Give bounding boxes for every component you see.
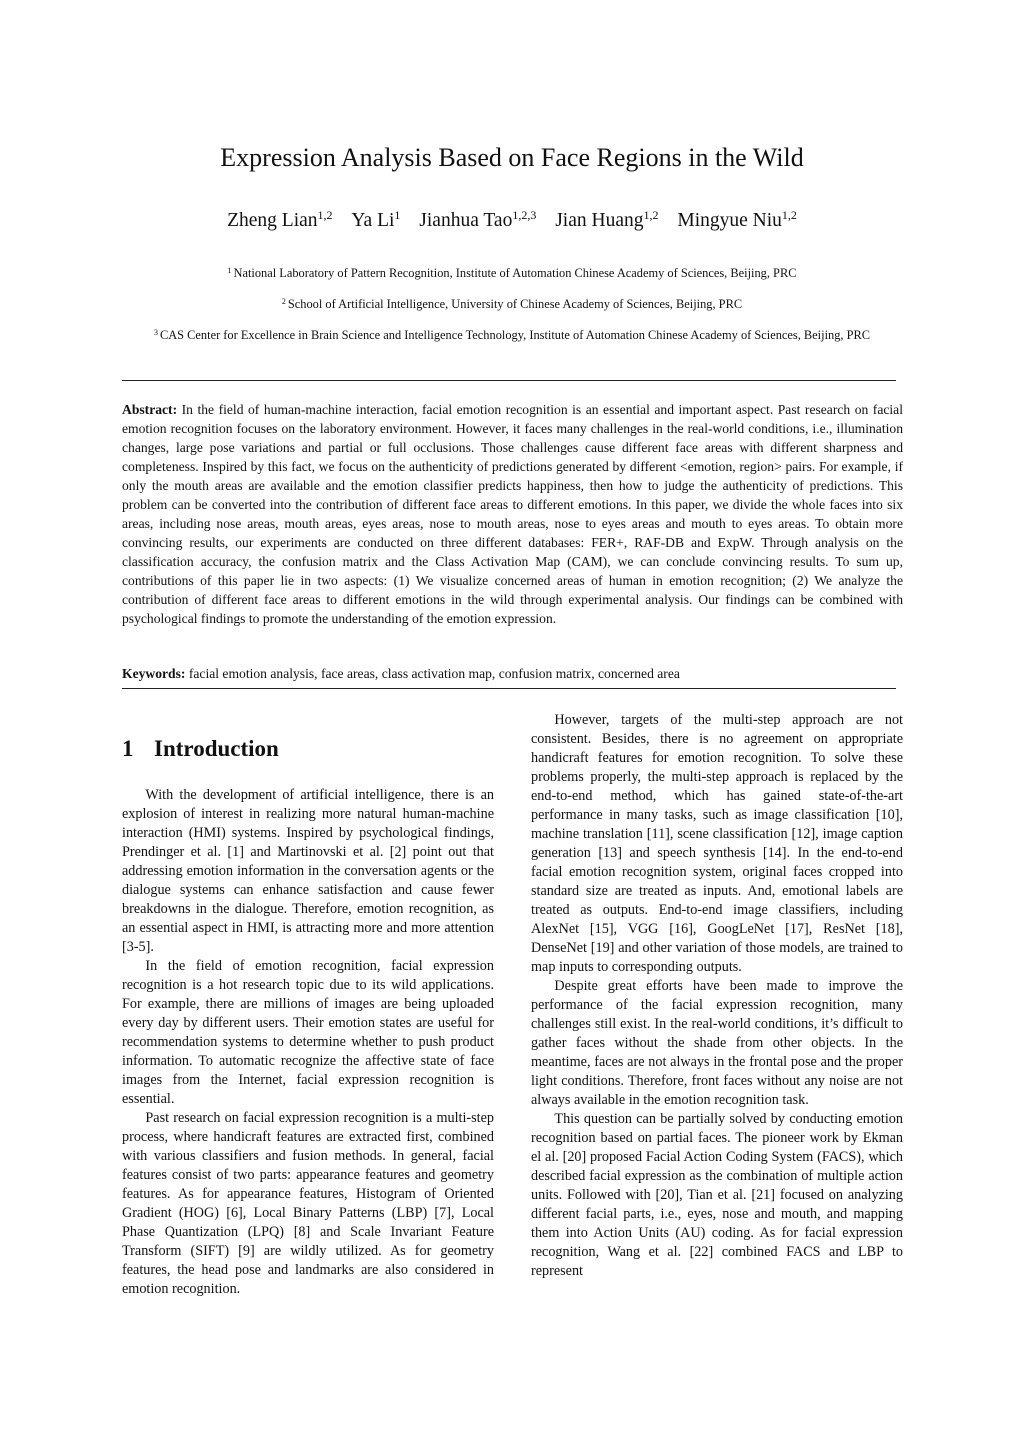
- paragraph: However, targets of the multi-step approach are not consistent. Besides, there is no agreement on appropriate handicraft features for emotion recognition. To solve these problems properly, the multi-step approach is replaced by the end-to-end method, which has gained state-of-the-art performance in many tasks, such as image classification [10], machine translation [11], scene classification [12], image caption generation [13] and speech synthesis [14]. In the end-to-end facial emotion recognition system, original faces cropped into standard size are treated as inputs. And, emotional labels are treated as outputs. End-to-end image classifiers, including AlexNet [15], VGG [16], GoogLeNet [17], ResNet [18], DenseNet [19] and other variation of those models, are trained to map inputs to corresponding outputs.: [531, 712, 903, 975]
- abstract-label: Abstract:: [122, 402, 178, 417]
- right-column: [531, 711, 903, 1281]
- abstract: [122, 400, 903, 628]
- affiliation: $^1$ National Laboratory of Pattern Recognition, Institute of Automation Chinese Academy of Sciences, Beijing, PRC: [227, 266, 797, 280]
- author-list: [0, 206, 1024, 236]
- affiliation: $^3$ CAS Center for Excellence in Brain Science and Intelligence Technology, Institute of Automation Chinese Academy of Sciences, Beijing, PRC: [153, 328, 871, 342]
- paper-title: Expression Analysis Based on Face Regions in the Wild: [220, 143, 804, 172]
- paragraph: This question can be partially solved by conducting emotion recognition based on partial faces. The pioneer work by Ekman el al. [20] proposed Facial Action Coding System (FACS), which described facial expression as the combination of multiple action units. Followed with [20], Tian et al. [21] focused on analyzing different facial parts, i.e., eyes, nose and mouth, and mapping them into Action Units (AU) coding. As for facial expression recognition, Wang et al. [22] combined FACS and LBP to represent: [531, 1111, 903, 1279]
- left-column: [122, 786, 494, 1299]
- paragraph: With the development of artificial intelligence, there is an explosion of interest in realizing more natural human-machine interaction (HMI) systems. Inspired by psychological findings, Prendinger et al. [1] and Martinovski et al. [2] point out that addressing emotion information in the conversation agents or the dialogue systems can enhance satisfaction and cause fewer breakdowns in the dialogue. Therefore, emotion recognition, as an essential aspect in HMI, is attracting more and more attention [3-5].: [122, 787, 494, 955]
- author-affiliation-mark: 1,2: [643, 208, 659, 222]
- section-number: 1: [122, 736, 134, 761]
- paragraph: Despite great efforts have been made to improve the performance of the facial expression recognition, many challenges still exist. In the real-world conditions, it’s difficult to gather faces without the shade from other objects. In the meantime, faces are not always in the frontal pose and the proper light conditions. Therefore, front faces without any noise are not always available in the emotion recognition task.: [531, 978, 903, 1108]
- divider: [122, 688, 896, 689]
- author: Zheng Lian$^{1,2}$: [227, 208, 333, 231]
- divider: [122, 380, 896, 381]
- author: Jianhua Tao$^{1,2,3}$: [419, 208, 537, 231]
- keywords: [122, 664, 903, 683]
- affiliation: $^2$ School of Artificial Intelligence, University of Chinese Academy of Sciences, Beijing, PRC: [281, 297, 743, 311]
- keywords-label: Keywords:: [122, 666, 186, 681]
- author: Ya Li$^1$: [351, 208, 401, 231]
- author-affiliation-mark: 1,2: [317, 208, 333, 222]
- author: Jian Huang$^{1,2}$: [555, 208, 659, 231]
- section-heading: [122, 734, 279, 764]
- abstract-text: In the field of human-machine interaction, facial emotion recognition is an essential and important aspect. Past research on facial emotion recognition focuses on the laboratory environment. However, it faces many challenges in the real-world conditions, i.e., illumination changes, large pose variations and partial or full occlusions. Those challenges cause different face areas with different sharpness and completeness. Inspired by this fact, we focus on the authenticity of predictions generated by different <emotion, region> pairs. For example, if only the mouth areas are available and the emotion classifier predicts happiness, then how to judge the authenticity of predictions. This problem can be converted into the contribution of different face areas to different emotions. In this paper, we divide the whole faces into six areas, including nose areas, mouth areas, eyes areas, nose to mouth areas, nose to eyes areas and mouth to eyes areas. To obtain more convincing results, our experiments are conducted on three different databases: FER+, RAF-DB and ExpW. Through analysis on the classification accuracy, the confusion matrix and the Class Activation Map (CAM), we can conclude convincing results. To sum up, contributions of this paper lie in two aspects: (1) We visualize concerned areas of human in emotion recognition; (2) We analyze the contribution of different face areas to different emotions in the wild through experimental analysis. Our findings can be combined with psychological findings to promote the understanding of the emotion expression.: [122, 402, 903, 626]
- section-title: Introduction: [154, 736, 279, 761]
- author-affiliation-mark: 1,2,3: [512, 208, 537, 222]
- author-affiliation-mark: 1,2: [781, 208, 797, 222]
- paragraph: In the field of emotion recognition, facial expression recognition is a hot research topic due to its wild applications. For example, there are millions of images are being uploaded every day by different users. Their emotion states are useful for recommendation systems to determine whether to push product information. To automatic recognize the affective state of face images from the Internet, facial expression recognition is essential.: [122, 958, 494, 1107]
- paragraph: Past research on facial expression recognition is a multi-step process, where handicraft features are extracted first, combined with various classifiers and fusion methods. In general, facial features consist of two parts: appearance features and geometry features. As for appearance features, Histogram of Oriented Gradient (HOG) [6], Local Binary Patterns (LBP) [7], Local Phase Quantization (LPQ) [8] and Scale Invariant Feature Transform (SIFT) [9] are wildly utilized. As for geometry features, the head pose and landmarks are also considered in emotion recognition.: [122, 1110, 494, 1297]
- author-affiliation-mark: 1: [394, 208, 401, 222]
- author: Mingyue Niu$^{1,2}$: [677, 208, 797, 231]
- keywords-text: facial emotion analysis, face areas, class activation map, confusion matrix, concerned area: [188, 666, 680, 681]
